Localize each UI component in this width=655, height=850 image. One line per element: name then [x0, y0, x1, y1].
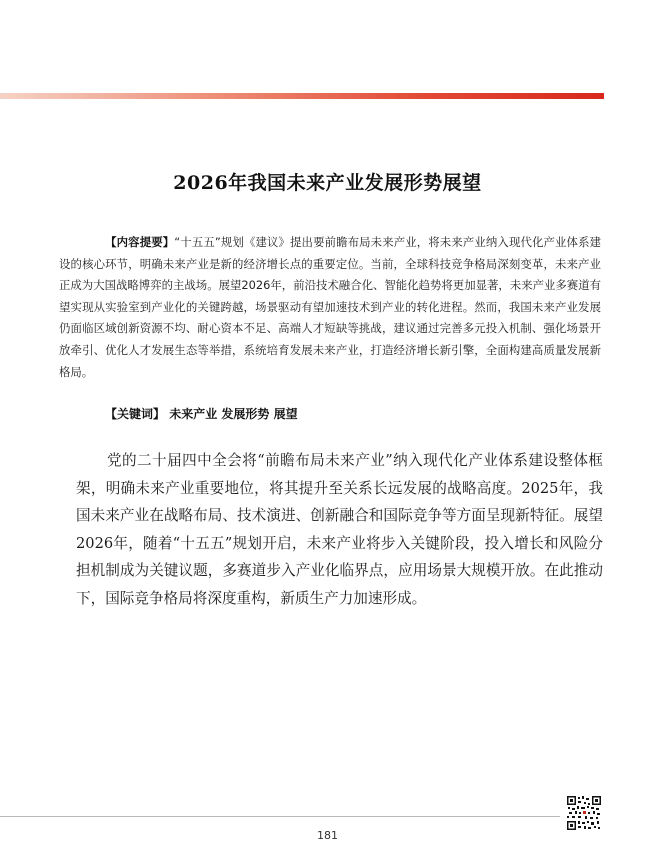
keyword-item: 展望: [273, 407, 298, 421]
abstract-text: “十五五”规划《建议》提出要前瞻布局未来产业，将未来产业纳入现代化产业体系建设的核心环节，明确未来产业是新的经济增长点的重要定位。当前，全球科技竞争格局深刻变革，未来产业正成为大国战略博弈的主战场。展望2026年，前沿技术融合化、智能化趋势将更加显著，未来产业多赛道有望实现从实验室到产业化的关键跨越，场景驱动有望加速技术到产业的转化进程。然而，我国未来产业发展仍面临区域创新资源不均、耐心资本不足、高端人才短缺等挑战，建议通过完善多元投入机制、强化场景开放牵引、优化人才发展生态等举措，系统培育发展未来产业，打造经济增长新引擎，全面构建高质量发展新格局。: [59, 235, 601, 379]
header-accent-bar: [0, 93, 604, 99]
body-paragraph: 党的二十届四中全会将“前瞻布局未来产业”纳入现代化产业体系建设整体框架，明确未来产业重要地位，将其提升至关系长远发展的战略高度。2025年，我国未来产业在战略布局、技术演进、创新融合和国际竞争等方面呈现新特征。展望2026年，随着“十五五”规划开启，未来产业将步入关键阶段，投入增长和风险分担机制成为关键议题，多赛道步入产业化临界点，应用场景大规模开放。在此推动下，国际竞争格局将深度重构，新质生产力加速形成。: [76, 452, 603, 607]
abstract-section: [59, 232, 601, 383]
article-title: 2026年我国未来产业发展形势展望: [173, 172, 482, 194]
abstract-label: 【内容提要】: [105, 235, 175, 249]
keywords-section: [105, 405, 298, 422]
qr-code-icon: [566, 795, 602, 831]
footer-rule: [0, 816, 560, 817]
keyword-item: 未来产业: [169, 407, 218, 421]
keyword-item: 发展形势: [221, 407, 270, 421]
keywords-label: 【关键词】: [105, 407, 166, 421]
page-number: 181: [317, 829, 338, 842]
